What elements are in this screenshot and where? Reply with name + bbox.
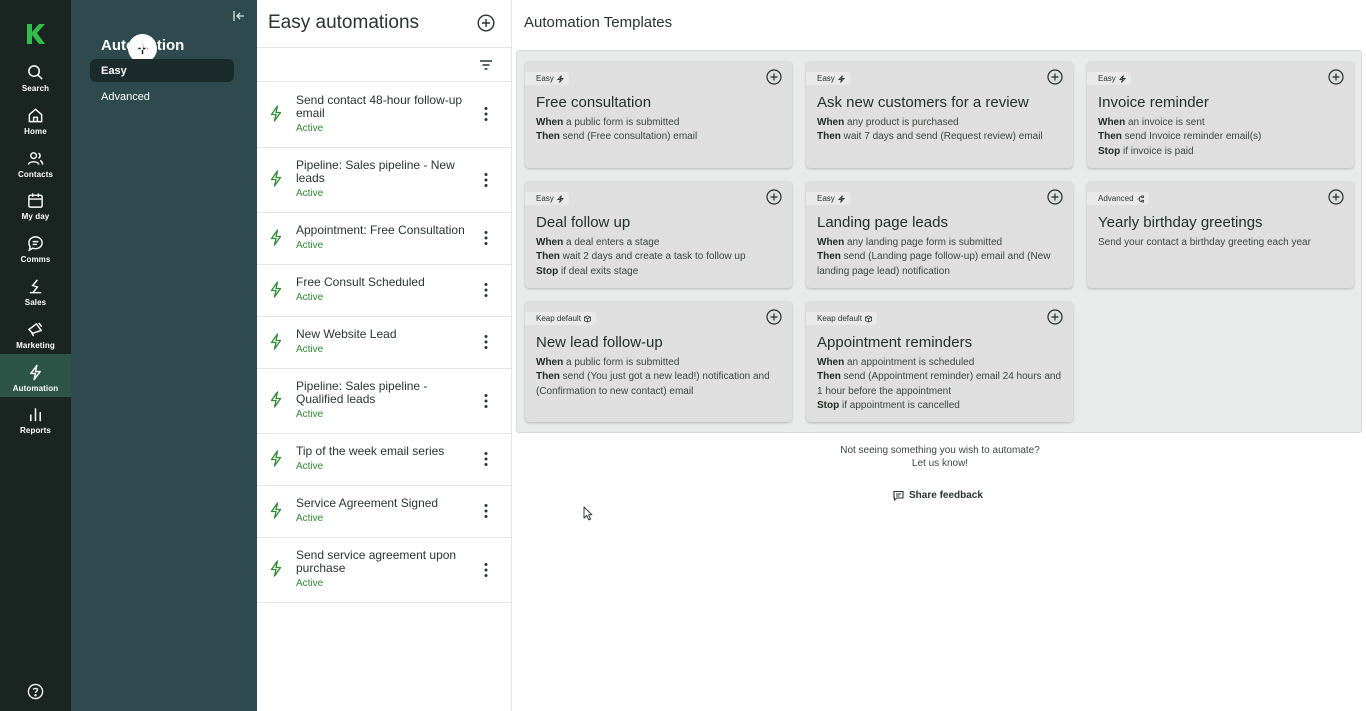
sales-icon	[27, 278, 44, 295]
more-options-icon[interactable]	[482, 282, 490, 298]
template-title: Ask new customers for a review	[817, 94, 1029, 111]
automation-status: Active	[296, 240, 324, 251]
template-description: When a deal enters a stage Then wait 2 days and create a task to follow up Stop if deal exits stage	[536, 237, 746, 277]
rail-item-reports[interactable]	[0, 396, 71, 439]
rail-item-label: Comms	[20, 255, 51, 264]
rail-item-comms[interactable]	[0, 225, 71, 268]
template-card-deal-follow-up[interactable]	[525, 181, 792, 288]
templates-panel	[516, 50, 1362, 433]
template-badge: Easy	[806, 72, 850, 85]
template-title: Yearly birthday greetings	[1098, 214, 1263, 231]
automation-status: Active	[296, 344, 324, 355]
rail-item-label: Search	[21, 84, 50, 93]
subnav-item-easy[interactable]: Easy	[90, 59, 234, 82]
automations-list-panel	[257, 0, 512, 711]
add-template-icon[interactable]	[1328, 189, 1344, 205]
rail-item-label: Reports	[20, 426, 51, 435]
share-feedback-label: Share feedback	[909, 490, 983, 501]
automation-row[interactable]	[257, 148, 512, 213]
template-description: When a public form is submitted Then send (You just got a new lead!) notification and (Confirmation to new contact) email	[536, 357, 770, 397]
automation-status: Active	[296, 123, 324, 134]
add-template-icon[interactable]	[766, 189, 782, 205]
more-options-icon[interactable]	[482, 451, 490, 467]
feedback-prompt-line: Not seeing something you wish to automate?	[840, 445, 1040, 456]
template-description: When an appointment is scheduled Then send (Appointment reminder) email 24 hours and 1 hour before the appointment Stop if appointment is cancelled	[817, 357, 1062, 412]
automation-row[interactable]	[257, 265, 512, 317]
add-template-icon[interactable]	[1047, 309, 1063, 325]
list-title: Easy automations	[268, 12, 420, 33]
search-icon	[27, 64, 44, 81]
template-description: When an invoice is sent Then send Invoice reminder email(s) Stop if invoice is paid	[1098, 117, 1262, 157]
automation-row[interactable]	[257, 434, 512, 486]
template-badge: Easy	[525, 192, 569, 205]
template-title: Appointment reminders	[817, 334, 973, 351]
add-automation-icon[interactable]	[477, 14, 495, 32]
template-description: Send your contact a birthday greeting each year	[1098, 237, 1311, 248]
rail-item-my-day[interactable]	[0, 182, 71, 225]
rail-item-home[interactable]	[0, 97, 71, 140]
bolt-icon	[557, 195, 564, 203]
automation-row[interactable]	[257, 317, 512, 369]
template-card-appointment-reminders[interactable]	[806, 301, 1073, 422]
template-card-invoice-reminder[interactable]	[1087, 61, 1354, 168]
automation-name: Pipeline: Sales pipeline - New leads	[296, 158, 455, 185]
template-badge: Easy	[525, 72, 569, 85]
rail-item-sales[interactable]	[0, 268, 71, 311]
contacts-icon	[27, 150, 44, 167]
automation-subnav	[71, 0, 257, 711]
bolt-icon	[270, 450, 282, 467]
feedback-prompt	[800, 444, 1080, 470]
add-template-icon[interactable]	[1328, 69, 1344, 85]
bolt-icon	[557, 75, 564, 83]
automation-name: Free Consult Scheduled	[296, 275, 425, 289]
feedback-prompt-line: Let us know!	[911, 458, 969, 469]
template-title: Invoice reminder	[1098, 94, 1209, 111]
add-template-icon[interactable]	[1047, 69, 1063, 85]
rail-item-contacts[interactable]	[0, 140, 71, 183]
automation-status: Active	[296, 461, 324, 472]
template-title: Free consultation	[536, 94, 652, 111]
rail-item-label: My day	[21, 212, 50, 221]
more-options-icon[interactable]	[482, 503, 490, 519]
more-options-icon[interactable]	[482, 172, 490, 188]
add-template-icon[interactable]	[1047, 189, 1063, 205]
box-icon	[584, 315, 591, 323]
bar-chart-icon	[27, 406, 44, 423]
more-options-icon[interactable]	[482, 334, 490, 350]
filter-icon[interactable]	[479, 59, 493, 71]
rail-item-label: Home	[24, 127, 47, 136]
template-title: New lead follow-up	[536, 334, 663, 351]
rail-item-label: Sales	[24, 298, 47, 307]
bolt-icon	[270, 105, 282, 122]
automation-row[interactable]	[257, 538, 512, 603]
keap-logo[interactable]	[24, 22, 46, 46]
bolt-icon	[270, 333, 282, 350]
automation-name: New Website Lead	[296, 327, 397, 341]
template-card-new-lead-follow-up[interactable]	[525, 301, 792, 422]
template-description: When any landing page form is submitted Then send (Landing page follow-up) email and (New landing page lead) notification	[817, 237, 1051, 277]
template-title: Deal follow up	[536, 214, 631, 231]
rail-item-label: Automation	[12, 384, 59, 393]
template-card-birthday-greetings[interactable]	[1087, 181, 1354, 288]
filter-bar	[257, 47, 512, 82]
bolt-icon	[270, 391, 282, 408]
mouse-cursor-icon	[583, 506, 593, 521]
rail-item-marketing[interactable]	[0, 311, 71, 354]
home-icon	[27, 107, 44, 124]
template-badge: Advanced	[1087, 192, 1149, 205]
automation-name: Service Agreement Signed	[296, 496, 439, 510]
subnav-item-advanced[interactable]: Advanced	[101, 90, 150, 103]
rail-item-search[interactable]	[0, 54, 71, 97]
template-description: When any product is purchased Then wait 7 days and send (Request review) email	[817, 117, 1043, 143]
rail-item-automation[interactable]	[0, 354, 71, 397]
collapse-sidebar-icon[interactable]	[232, 9, 246, 23]
flow-icon	[1137, 195, 1144, 203]
chat-icon	[27, 235, 44, 252]
automation-row[interactable]	[257, 82, 512, 148]
add-template-icon[interactable]	[766, 309, 782, 325]
template-card-review-request[interactable]	[806, 61, 1073, 168]
automation-name: Send service agreement upon purchase	[296, 548, 457, 575]
bolt-icon	[1119, 75, 1126, 83]
more-options-icon[interactable]	[482, 106, 490, 122]
automation-row[interactable]	[257, 213, 512, 265]
help-icon[interactable]	[27, 683, 44, 700]
template-card-free-consultation[interactable]	[525, 61, 792, 168]
more-options-icon[interactable]	[482, 393, 490, 409]
bolt-icon	[27, 364, 44, 381]
template-badge: Easy	[1087, 72, 1131, 85]
subnav-title: Automation	[101, 37, 185, 54]
more-options-icon[interactable]	[482, 562, 490, 578]
automation-name: Pipeline: Sales pipeline - Qualified leads	[296, 379, 428, 406]
template-badge: Keap default	[525, 312, 596, 325]
automation-name: Tip of the week email series	[296, 444, 445, 458]
calendar-icon	[27, 192, 44, 209]
automation-status: Active	[296, 578, 324, 589]
template-title: Landing page leads	[817, 214, 948, 231]
template-description: When a public form is submitted Then send (Free consultation) email	[536, 117, 698, 143]
bolt-icon	[270, 229, 282, 246]
templates-title: Automation Templates	[524, 14, 673, 31]
more-options-icon[interactable]	[482, 230, 490, 246]
automation-status: Active	[296, 513, 324, 524]
bolt-icon	[270, 560, 282, 577]
add-template-icon[interactable]	[766, 69, 782, 85]
bolt-icon	[838, 195, 845, 203]
automation-status: Active	[296, 188, 324, 199]
template-badge: Easy	[806, 192, 850, 205]
share-feedback-button[interactable]	[893, 490, 983, 501]
template-badge: Keap default	[806, 312, 877, 325]
megaphone-icon	[27, 321, 44, 338]
automation-name: Appointment: Free Consultation	[296, 223, 465, 237]
bolt-icon	[270, 281, 282, 298]
automation-row[interactable]	[257, 369, 512, 434]
bolt-icon	[270, 170, 282, 187]
automation-status: Active	[296, 409, 324, 420]
rail-item-label: Contacts	[17, 170, 54, 179]
app-rail	[0, 0, 71, 711]
automation-status: Active	[296, 292, 324, 303]
template-card-landing-page-leads[interactable]	[806, 181, 1073, 288]
box-icon	[865, 315, 872, 323]
bolt-icon	[270, 502, 282, 519]
bolt-icon	[838, 75, 845, 83]
automation-name: Send contact 48-hour follow-up email	[296, 93, 463, 120]
message-icon	[893, 490, 904, 501]
rail-item-label: Marketing	[16, 341, 55, 350]
automation-row[interactable]	[257, 486, 512, 538]
